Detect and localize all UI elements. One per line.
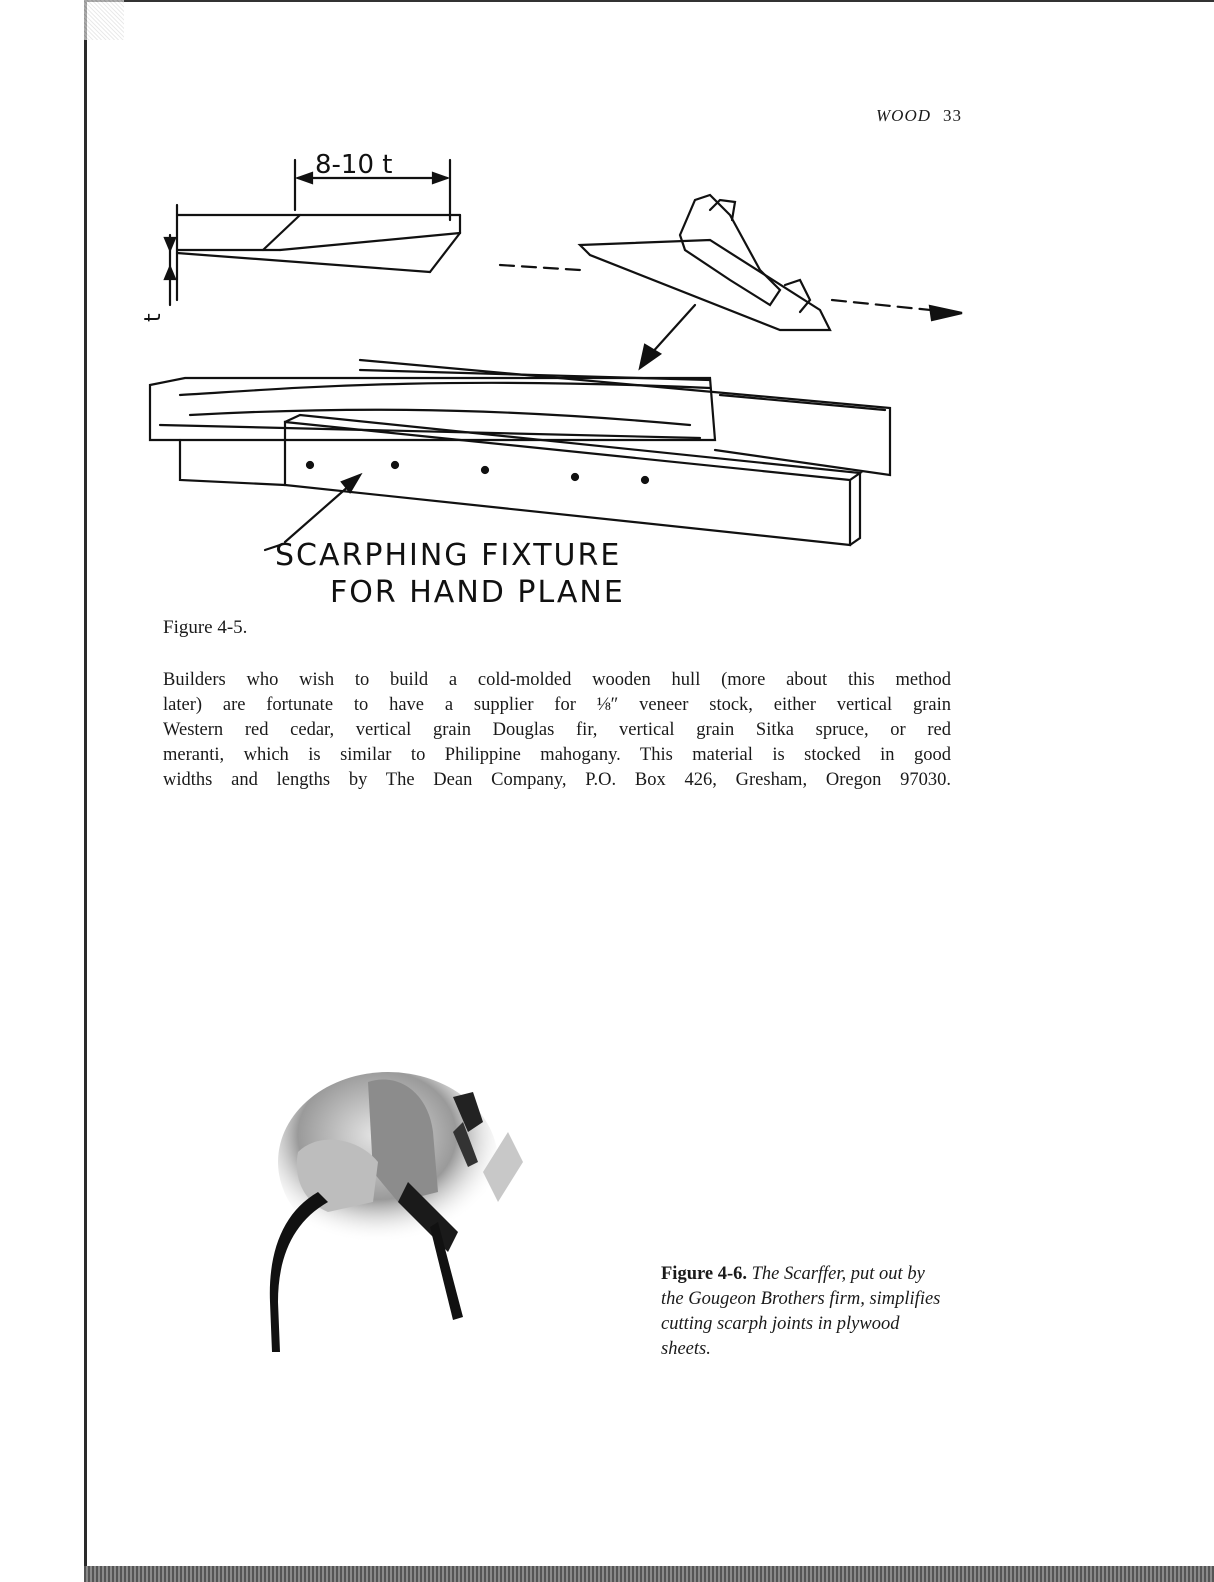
body-line: widths and lengths by The Dean Company, P.O. Box 426, Gresham, Oregon 97030. bbox=[163, 770, 951, 790]
figure-4-6-description: The Scarffer, put out by the Gougeon Brothers firm, simplifies cutting scarph joints in plywood sheets. bbox=[661, 1264, 941, 1359]
figure-4-6-photo bbox=[258, 1052, 538, 1352]
figure-4-6-label: Figure 4-6. bbox=[661, 1264, 747, 1284]
fixture-annotation-line2: FOR HAND PLANE bbox=[330, 575, 625, 610]
page-edge-left bbox=[84, 0, 87, 1582]
body-paragraph bbox=[163, 668, 951, 793]
scarphing-fixture-illustration bbox=[150, 360, 890, 550]
thickness-label: t bbox=[141, 313, 166, 322]
figure-4-5-drawing bbox=[120, 140, 970, 610]
running-head bbox=[812, 106, 962, 126]
page-edge-bottom bbox=[84, 1566, 1214, 1582]
body-line: Western red cedar, vertical grain Douglas fir, vertical grain Sitka spruce, or red bbox=[163, 720, 951, 740]
fixture-annotation-line1: SCARPHING FIXTURE bbox=[275, 538, 622, 573]
scarf-joint-diagram bbox=[165, 160, 460, 305]
figure-4-5-caption: Figure 4-5. bbox=[163, 617, 248, 638]
page-edge-top bbox=[84, 0, 1214, 2]
hand-plane-illustration bbox=[500, 195, 962, 368]
body-line: meranti, which is similar to Philippine mahogany. This material is stocked in good bbox=[163, 745, 951, 765]
body-line: later) are fortunate to have a supplier for ⅛″ veneer stock, either vertical grain bbox=[163, 695, 951, 715]
page-number: 33 bbox=[943, 106, 962, 125]
running-head-section: WOOD bbox=[876, 106, 931, 125]
scan-artifact bbox=[84, 0, 124, 40]
body-line: Builders who wish to build a cold-molded wooden hull (more about this method bbox=[163, 670, 951, 690]
dimension-label: 8-10 t bbox=[315, 150, 393, 180]
figure-4-6-caption bbox=[661, 1262, 951, 1362]
